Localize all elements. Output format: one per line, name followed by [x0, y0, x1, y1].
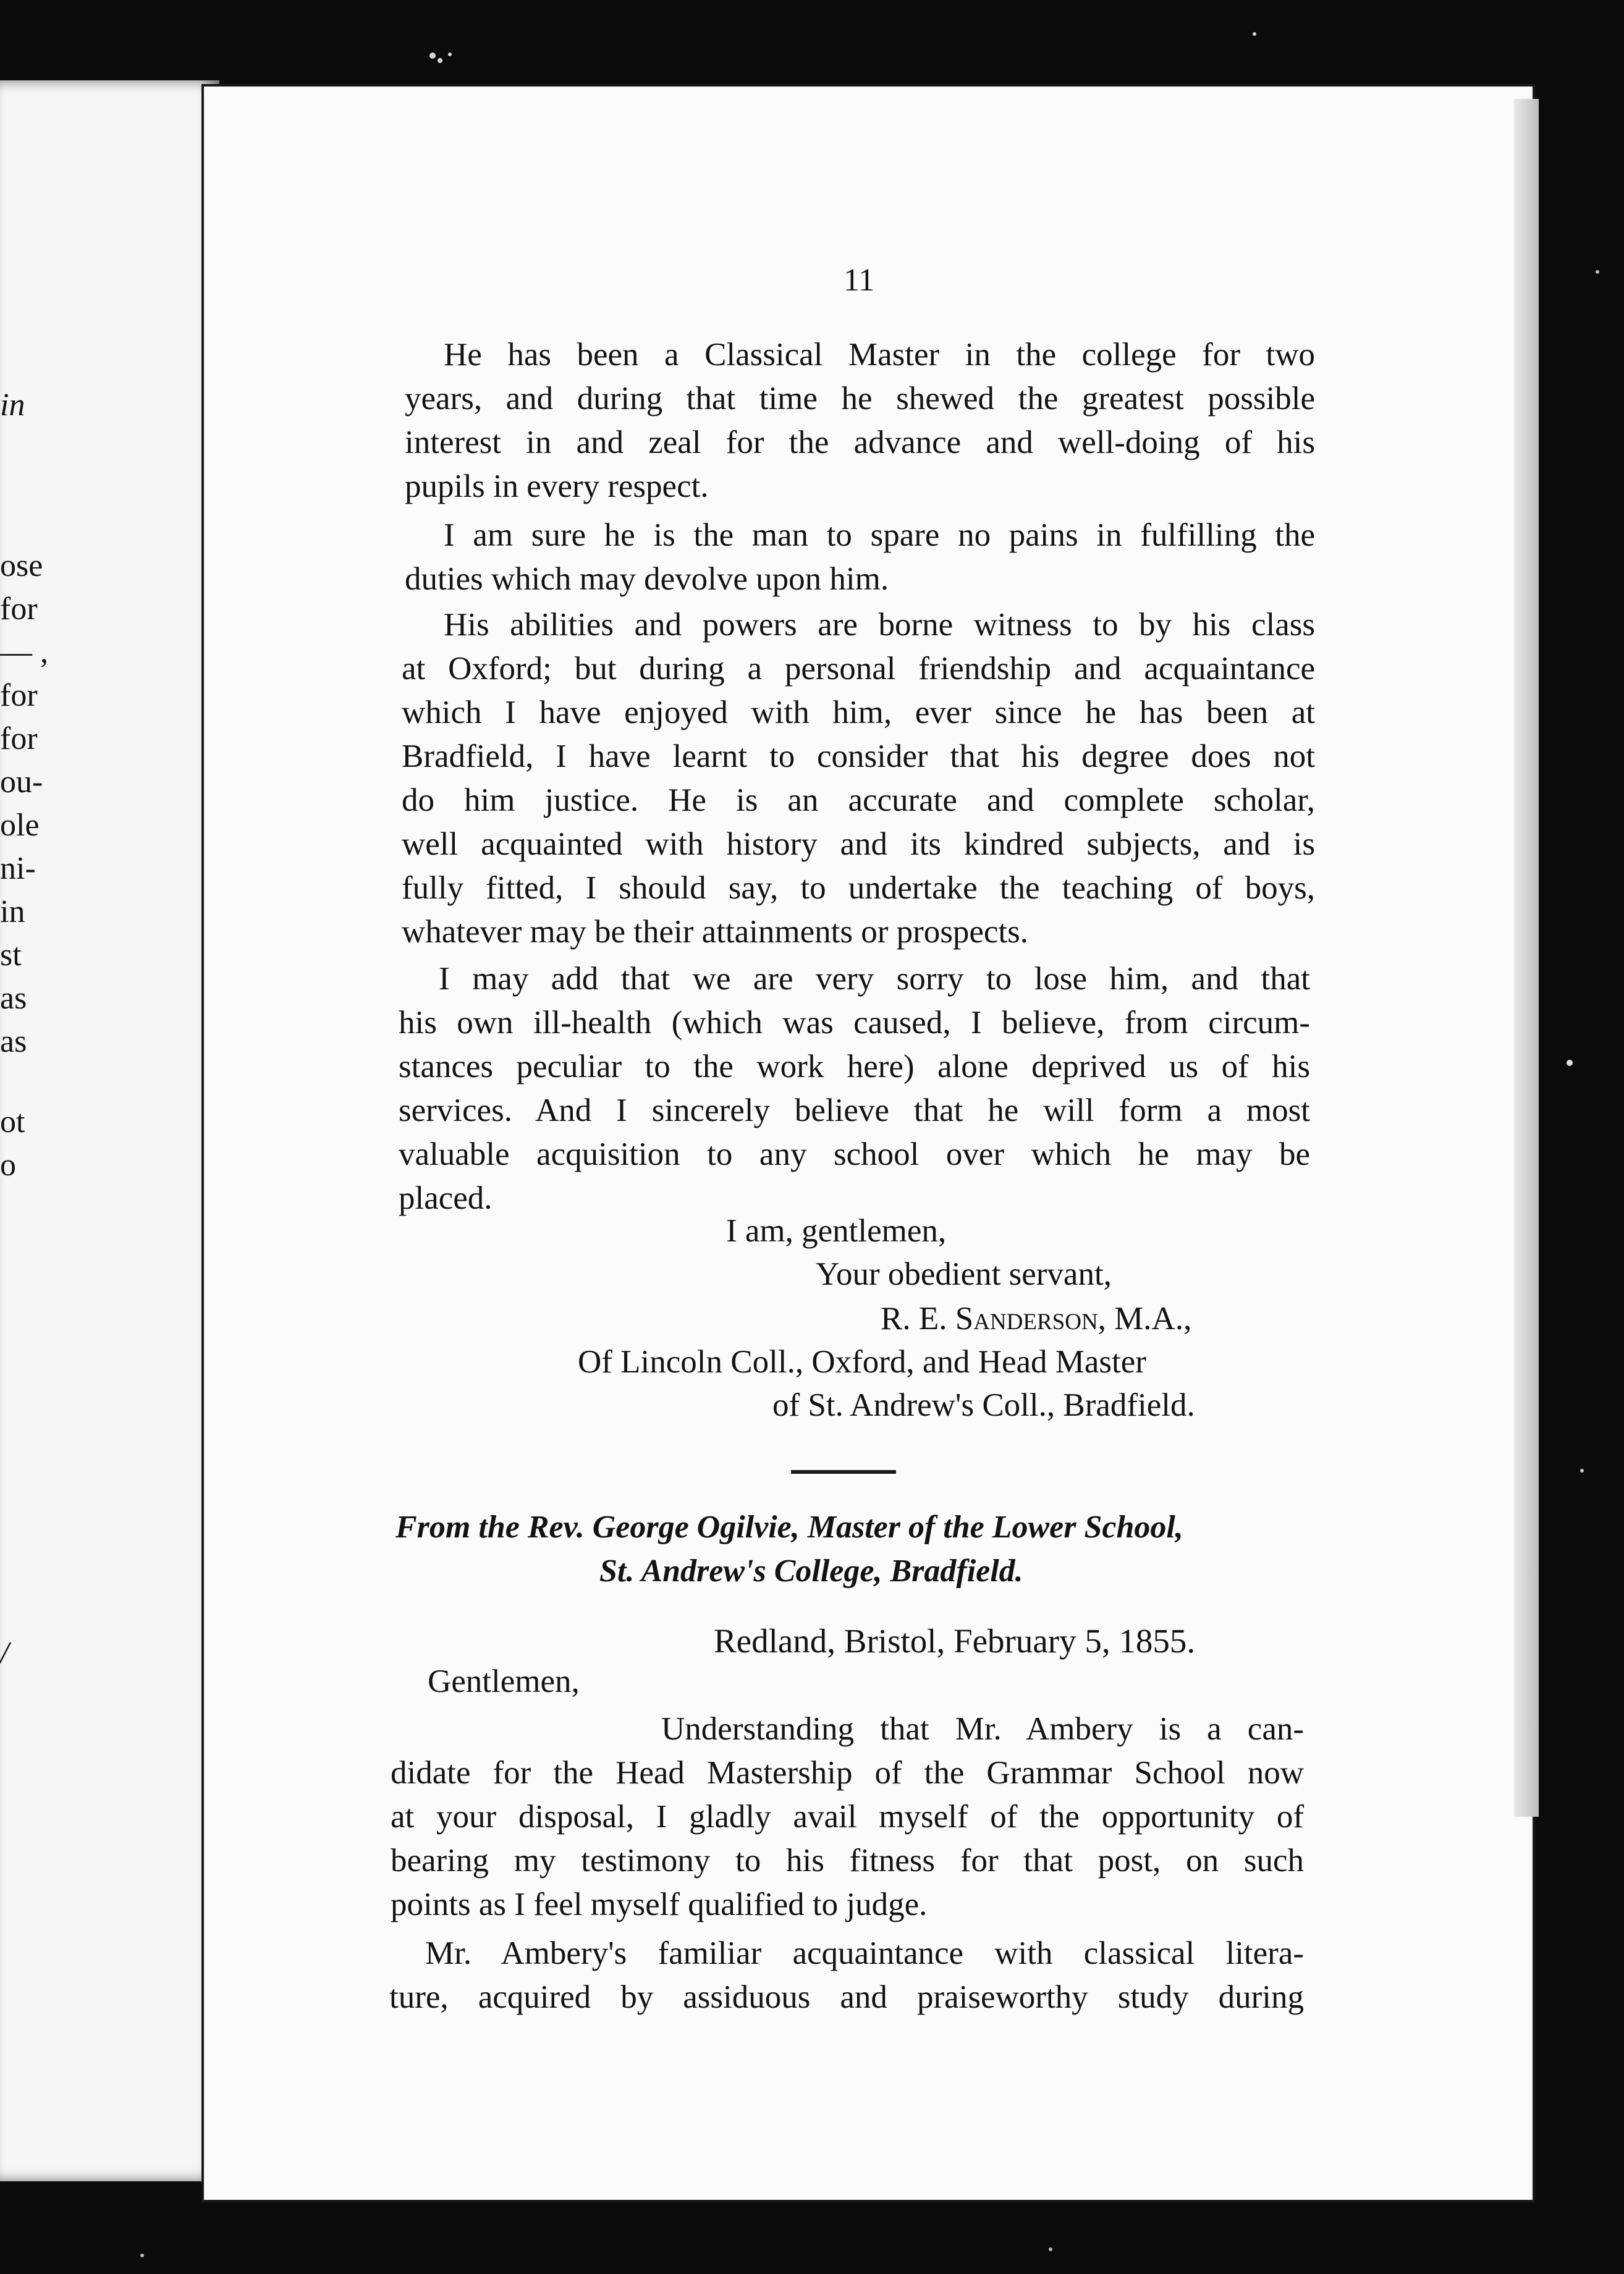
signature	[881, 1303, 1191, 1335]
text-line: Understanding that Mr. Ambery is a can-	[661, 1711, 1304, 1747]
left-fragment: as	[0, 981, 27, 1016]
signature-degree: , M.A.,	[1097, 1301, 1192, 1337]
left-fragment: as	[0, 1024, 27, 1059]
salutation: Gentlemen,	[428, 1663, 580, 1699]
left-fragment: ot	[0, 1104, 25, 1139]
page-edge	[1514, 99, 1539, 1817]
text-line: at Oxford; but during a personal friendship and acquaintance	[402, 651, 1315, 687]
servant-line: Your obedient servant,	[816, 1256, 1112, 1292]
dateline: Redland, Bristol, February 5, 1855.	[714, 1622, 1196, 1660]
text-line: He has been a Classical Master in the college for two	[444, 337, 1315, 373]
text-line: his own ill-health (which was caused, I believe, from circum-	[399, 1005, 1310, 1041]
text-line: valuable acquisition to any school over which he may be	[399, 1136, 1310, 1172]
left-fragment: o	[0, 1148, 16, 1183]
left-fragment: ni-	[0, 851, 36, 886]
text-line: stances peculiar to the work here) alone deprived us of his	[399, 1049, 1310, 1084]
signature-name: Sanderson	[955, 1301, 1098, 1337]
left-facing-page	[0, 80, 219, 2181]
text-line: points as I feel myself qualified to judge.	[391, 1887, 928, 1922]
text-line: at your disposal, I gladly avail myself of the opportunity of	[391, 1799, 1304, 1835]
left-fragment: in	[0, 387, 25, 423]
text-line: pupils in every respect.	[405, 468, 709, 504]
text-line: duties which may devolve upon him.	[405, 561, 889, 597]
left-fragment: /	[0, 1636, 9, 1671]
closing-line: I am, gentlemen,	[726, 1213, 947, 1249]
section-divider	[791, 1470, 896, 1474]
affiliation-line: of St. Andrew's Coll., Bradfield.	[772, 1387, 1195, 1423]
page-number: 11	[844, 263, 875, 298]
text-line: His abilities and powers are borne witness to by his class	[444, 607, 1315, 643]
text-line: didate for the Head Mastership of the Grammar School now	[391, 1755, 1304, 1791]
letter-heading: St. Andrew's College, Bradfield.	[599, 1553, 1023, 1589]
affiliation-line: Of Lincoln Coll., Oxford, and Head Master	[578, 1344, 1146, 1380]
left-fragment: for	[0, 721, 38, 756]
text-line: which I have enjoyed with him, ever since he has been at	[402, 695, 1315, 730]
text-line: Mr. Ambery's familiar acquaintance with classical litera-	[425, 1935, 1304, 1971]
text-line: years, and during that time he shewed the greatest possible	[405, 381, 1315, 416]
left-fragment: in	[0, 894, 25, 929]
text-line: ture, acquired by assiduous and praiseworthy study during	[389, 1979, 1304, 2015]
text-line: I may add that we are very sorry to lose him, and that	[439, 961, 1310, 997]
text-line: fully fitted, I should say, to undertake the teaching of boys,	[402, 870, 1315, 906]
left-fragment: — ,	[0, 635, 48, 670]
left-fragment: ose	[0, 548, 43, 583]
left-fragment: ole	[0, 808, 40, 843]
text-line: placed.	[399, 1180, 493, 1216]
letter-heading: From the Rev. George Ogilvie, Master of the Lower School,	[395, 1510, 1183, 1545]
text-line: I am sure he is the man to spare no pains in fulfilling the	[444, 517, 1315, 553]
left-fragment: st	[0, 937, 22, 973]
text-line: well acquainted with history and its kindred subjects, and is	[402, 826, 1315, 862]
text-line: Bradfield, I have learnt to consider that his degree does not	[402, 738, 1315, 774]
text-line: whatever may be their attainments or prospects.	[402, 914, 1029, 950]
text-line: services. And I sincerely believe that he will form a most	[399, 1093, 1310, 1128]
text-line: interest in and zeal for the advance and well-doing of his	[405, 425, 1315, 460]
left-fragment: for	[0, 591, 38, 627]
signature-initials: R. E.	[881, 1301, 947, 1337]
left-fragment: ou-	[0, 764, 43, 800]
text-line: bearing my testimony to his fitness for that post, on such	[391, 1843, 1304, 1879]
left-fragment: for	[0, 678, 38, 713]
text-line: do him justice. He is an accurate and complete scholar,	[402, 782, 1315, 818]
